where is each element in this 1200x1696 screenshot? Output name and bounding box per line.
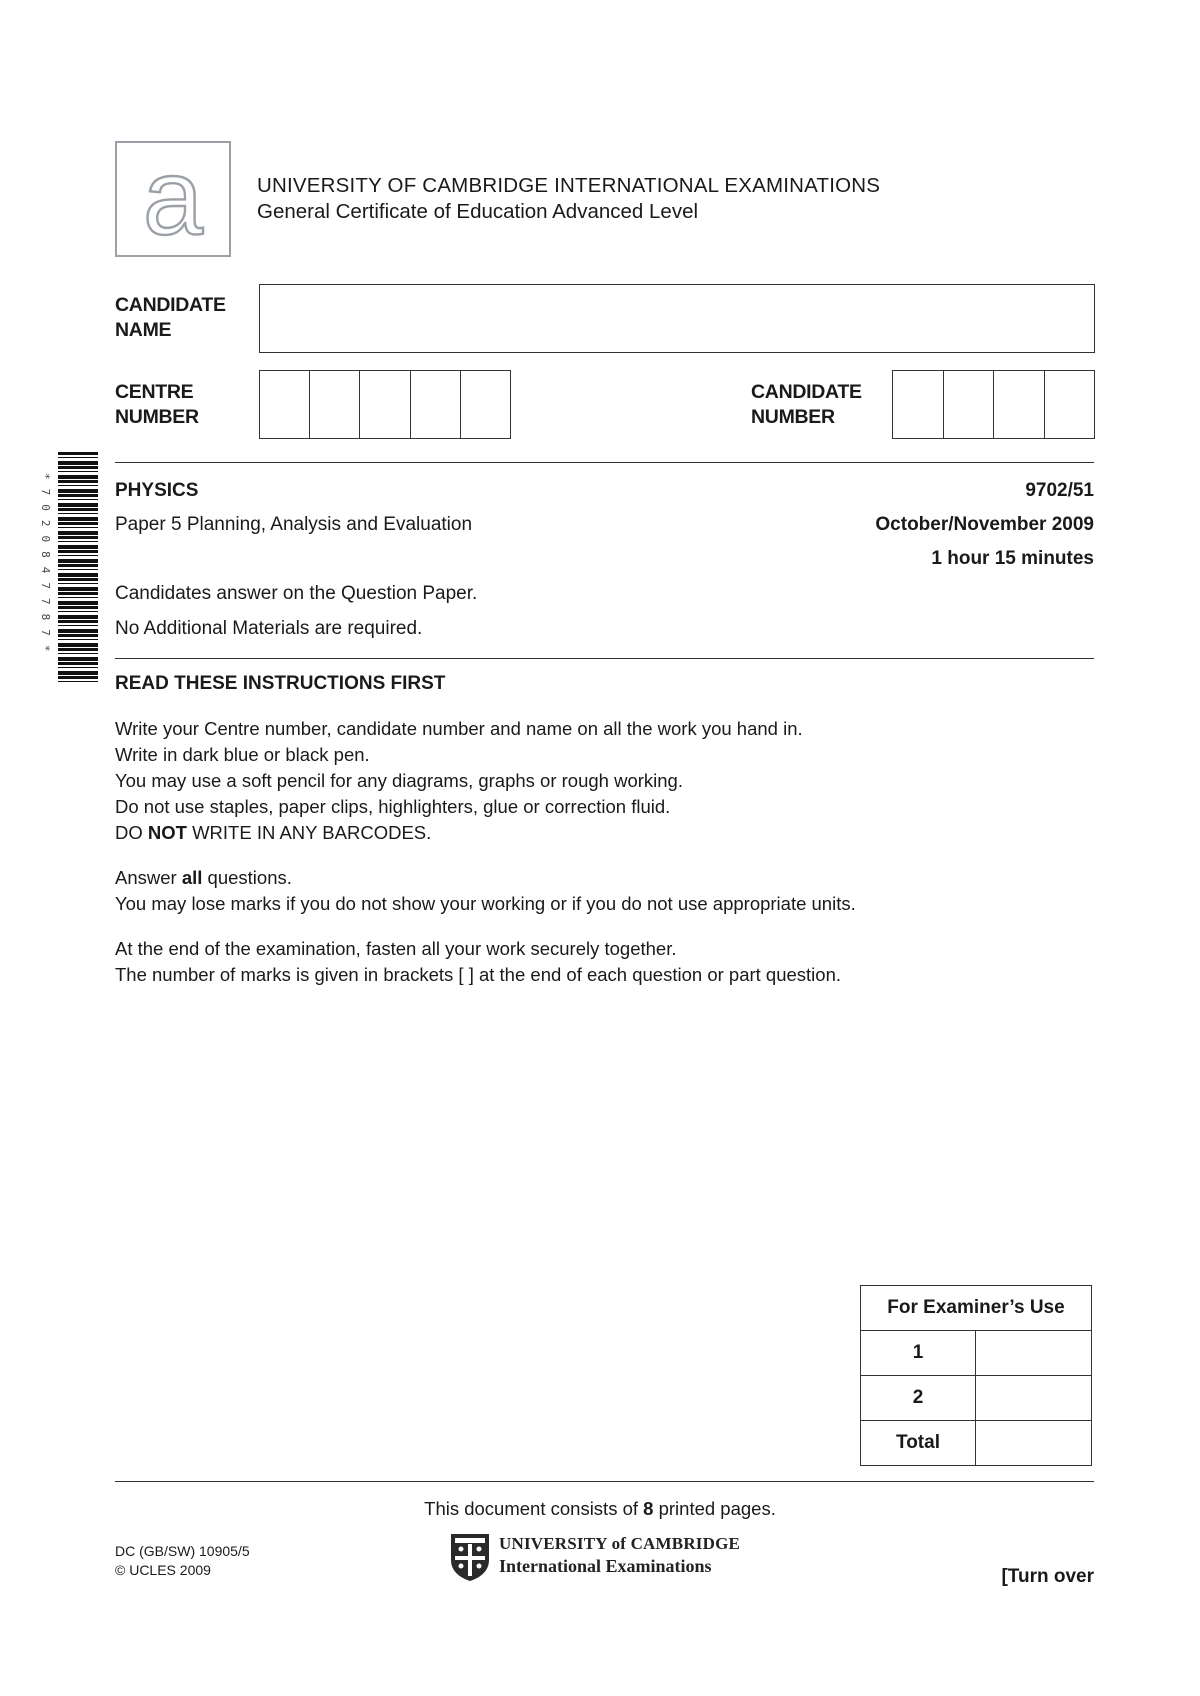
exam-duration: 1 hour 15 minutes — [931, 548, 1094, 569]
page-count-note: This document consists of 8 printed pages. — [424, 1498, 776, 1519]
divider — [115, 1481, 1094, 1482]
centre-number-digit-box[interactable] — [260, 371, 310, 438]
candidate-number-digit-box[interactable] — [944, 371, 995, 438]
candidate-number-label: CANDIDATE NUMBER — [751, 381, 862, 428]
examiner-row-label: Total — [861, 1421, 976, 1466]
instruction-line: The number of marks is given in brackets [ ] at the end of each question or part question. — [115, 964, 842, 985]
examiner-row-label: 1 — [861, 1331, 976, 1376]
exam-session: October/November 2009 — [875, 514, 1094, 535]
institution-title: UNIVERSITY OF CAMBRIDGE INTERNATIONAL EXAMINATIONS — [257, 174, 881, 197]
instruction-line: DO NOT WRITE IN ANY BARCODES. — [115, 822, 432, 843]
instructions-block — [115, 716, 1095, 988]
candidate-name-label: CANDIDATE NAME — [115, 294, 226, 341]
barcode — [39, 452, 98, 682]
qualification-title: General Certificate of Education Advanced Level — [257, 200, 699, 223]
instruction-line: Write in dark blue or black pen. — [115, 744, 370, 765]
letter-a-logo-icon — [117, 143, 229, 255]
candidate-number-field[interactable] — [892, 370, 1095, 439]
divider — [115, 658, 1094, 659]
examiner-use-table — [860, 1285, 1092, 1466]
examiner-table-heading: For Examiner’s Use — [861, 1286, 1092, 1331]
examiner-mark-cell — [976, 1421, 1092, 1466]
instruction-line: You may use a soft pencil for any diagrams, graphs or rough working. — [115, 770, 683, 791]
candidate-number-digit-box[interactable] — [1045, 371, 1095, 438]
candidate-number-digit-box[interactable] — [893, 371, 944, 438]
shield-icon — [449, 1532, 491, 1582]
logo-text-line-1: UNIVERSITY of CAMBRIDGE — [499, 1534, 741, 1553]
centre-number-digit-box[interactable] — [461, 371, 510, 438]
exam-board-logo — [115, 141, 231, 257]
barcode-digits: *7020847787* — [39, 473, 52, 661]
examiner-mark-cell — [976, 1376, 1092, 1421]
document-reference: DC (GB/SW) 10905/5 — [115, 1543, 250, 1559]
examiner-mark-cell — [976, 1331, 1092, 1376]
centre-number-digit-box[interactable] — [411, 371, 461, 438]
footer-reference — [115, 1542, 250, 1580]
candidate-name-field[interactable] — [259, 284, 1095, 353]
answer-on-note: Candidates answer on the Question Paper. — [115, 583, 478, 604]
centre-number-digit-box[interactable] — [310, 371, 360, 438]
copyright: © UCLES 2009 — [115, 1562, 211, 1578]
subject: PHYSICS — [115, 480, 199, 501]
candidate-number-digit-box[interactable] — [994, 371, 1045, 438]
centre-number-digit-box[interactable] — [360, 371, 410, 438]
turn-over: [Turn over — [1001, 1566, 1094, 1587]
instructions-heading: READ THESE INSTRUCTIONS FIRST — [115, 673, 446, 694]
divider — [115, 462, 1094, 463]
logo-text-line-2: International Examinations — [499, 1556, 712, 1576]
centre-number-label: CENTRE NUMBER — [115, 381, 199, 428]
paper-code: 9702/51 — [1025, 480, 1094, 501]
instruction-line: You may lose marks if you do not show your working or if you do not use appropriate units. — [115, 893, 856, 914]
instruction-line: Write your Centre number, candidate number and name on all the work you hand in. — [115, 718, 803, 739]
logo-glyph: a — [142, 143, 204, 255]
materials-note: No Additional Materials are required. — [115, 618, 423, 639]
paper-title: Paper 5 Planning, Analysis and Evaluation — [115, 514, 473, 535]
instruction-line: Answer all questions. — [115, 867, 292, 888]
centre-number-field[interactable] — [259, 370, 511, 439]
examiner-row-label: 2 — [861, 1376, 976, 1421]
instruction-line: Do not use staples, paper clips, highlighters, glue or correction fluid. — [115, 796, 671, 817]
cambridge-logo — [449, 1532, 749, 1584]
instruction-line: At the end of the examination, fasten all your work securely together. — [115, 938, 677, 959]
barcode-bars — [58, 452, 98, 682]
